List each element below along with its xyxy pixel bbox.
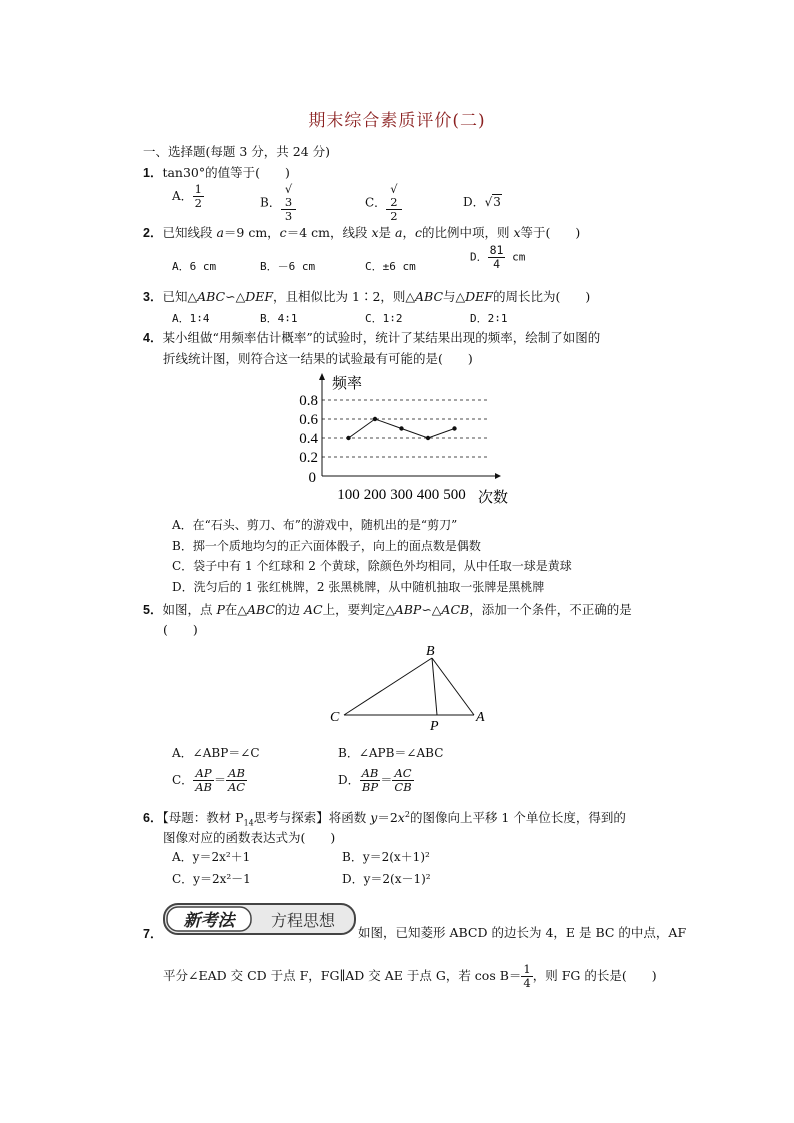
q4-option-b: B．掷一个质地均匀的正六面体骰子，向上的面点数是偶数 — [172, 539, 481, 553]
question-number: 1． — [143, 166, 163, 180]
section-heading: 一、选择题(每题 3 分，共 24 分) — [143, 144, 331, 159]
data-point — [452, 426, 456, 430]
q4-option-c: C．袋子中有 1 个红球和 2 个黄球，除颜色外均相同，从中任取一球是黄球 — [172, 559, 572, 573]
y-tick-label: 0.2 — [299, 450, 318, 466]
question-5-paren: ( ) — [163, 622, 198, 637]
q3-option-c: C．1∶2 — [365, 312, 403, 325]
question-3: 3．已知△ABC∽△DEF，且相似比为 1∶2，则△ABC与△DEF的周长比为( ) — [143, 289, 591, 304]
q5-option-b: B．∠APB＝∠ABC — [338, 746, 444, 760]
q6-option-d: D．y＝2(x－1)² — [342, 872, 431, 886]
q5-option-c: C． $\frac{AP}{AB}$ ＝ $\frac{AB}{AC}$ — [172, 766, 246, 794]
question-7-line1: 如图，已知菱形 ABCD 的边长为 4，E 是 BC 的中点，AF — [358, 925, 687, 940]
y-axis-label: 频率 — [332, 376, 363, 392]
q5-option-d: D． $\frac{AB}{BP}$ ＝ $\frac{AC}{CB}$ — [338, 766, 412, 794]
segment-ba — [432, 658, 474, 715]
y-tick-label: 0.6 — [299, 412, 318, 428]
q3-option-a: A．1∶4 — [172, 312, 210, 325]
question-2: 2．已知线段 a＝9 cm，c＝4 cm，线段 x是 a，c的比例中项，则 x等于( ) — [143, 225, 581, 240]
x-tick-label: 300 — [390, 487, 413, 503]
question-text: tan30°的值等于( ) — [162, 165, 290, 180]
y-tick-label: 0.4 — [299, 431, 318, 447]
page-title: 期末综合素质评价(二) — [308, 111, 486, 131]
label-b: B — [426, 644, 435, 659]
badge-left-text: 新考法 — [183, 911, 235, 931]
x-axis-label: 次数 — [478, 490, 509, 506]
q4-option-a: A．在“石头、剪刀、布”的游戏中，随机出的是“剪刀” — [172, 518, 458, 532]
segment-cb — [344, 658, 432, 715]
y-axis-arrow — [319, 373, 325, 380]
triangle-diagram — [325, 640, 495, 735]
question-4-line2: 折线统计图，则符合这一结果的试验最有可能的是( ) — [163, 351, 473, 366]
q1-option-c: C． √ 2 2 — [365, 183, 402, 223]
q1-option-a: A． $\frac{1}{2}$ — [172, 182, 202, 210]
segment-bp — [432, 658, 437, 715]
question-7-line2: 平分∠EAD 交 CD 于点 F，FG∥AD 交 AE 于点 G，若 cos B＝ $\frac{1}{4}$ ，则 FG 的长是( ) — [163, 962, 657, 990]
x-tick-label: 500 — [443, 487, 466, 503]
x-tick-label: 200 — [363, 487, 387, 503]
new-method-badge — [163, 901, 356, 937]
x-tick-label: 100 — [337, 487, 360, 503]
data-point — [373, 417, 377, 421]
data-point — [426, 436, 430, 440]
x-axis-arrow — [495, 473, 501, 479]
q4-option-d: D．洗匀后的 1 张红桃牌，2 张黑桃牌，从中随机抽取一张牌是黑桃牌 — [172, 580, 545, 594]
label-c: C — [330, 710, 340, 725]
q3-option-b: B．4∶1 — [260, 312, 298, 325]
data-point — [399, 426, 403, 430]
q6-option-b: B．y＝2(x＋1)² — [342, 850, 430, 864]
question-6: 6．【母题：教材 $P_{14}$思考与探索】将函数 $y=2x^2$的图像向上平移 1 个单位长度，得到的 — [143, 809, 626, 828]
x-tick-label: 400 — [416, 487, 440, 503]
q5-option-a: A．∠ABP＝∠C — [172, 746, 260, 760]
badge-right-text: 方程思想 — [270, 911, 336, 930]
y-tick-label: 0.8 — [299, 393, 318, 409]
question-1 — [143, 163, 290, 181]
q6-option-a: A．y＝2x²＋1 — [172, 850, 251, 864]
q1-option-d: D．√3 — [463, 195, 501, 209]
q6-option-c: C．y＝2x²－1 — [172, 872, 251, 886]
question-5: 5．如图，点 P在△ABC的边 AC上，要判定△ABP∽△ACB，添加一个条件，不正确的是 — [143, 602, 632, 617]
frequency-line-chart — [290, 368, 530, 508]
label-p: P — [430, 719, 439, 734]
q3-option-d: D．2∶1 — [470, 312, 508, 325]
question-4: 4．某小组做“用频率估计概率”的试验时，统计了某结果出现的频率，绘制了如图的 — [143, 330, 601, 345]
question-7-number: 7． — [143, 927, 163, 941]
q2-option-a: A．6 cm — [172, 260, 217, 273]
q1-option-b: B． √ 3 3 — [260, 183, 296, 223]
label-a: A — [476, 710, 485, 725]
q2-option-d: D． $\frac{81}{4}$ cm — [470, 243, 526, 271]
data-point — [346, 436, 350, 440]
q2-option-c: C．±6 cm — [365, 260, 416, 273]
origin-label: 0 — [308, 470, 316, 486]
question-6-line2: 图像对应的函数表达式为( ) — [163, 830, 336, 845]
q2-option-b: B．－6 cm — [260, 260, 316, 273]
